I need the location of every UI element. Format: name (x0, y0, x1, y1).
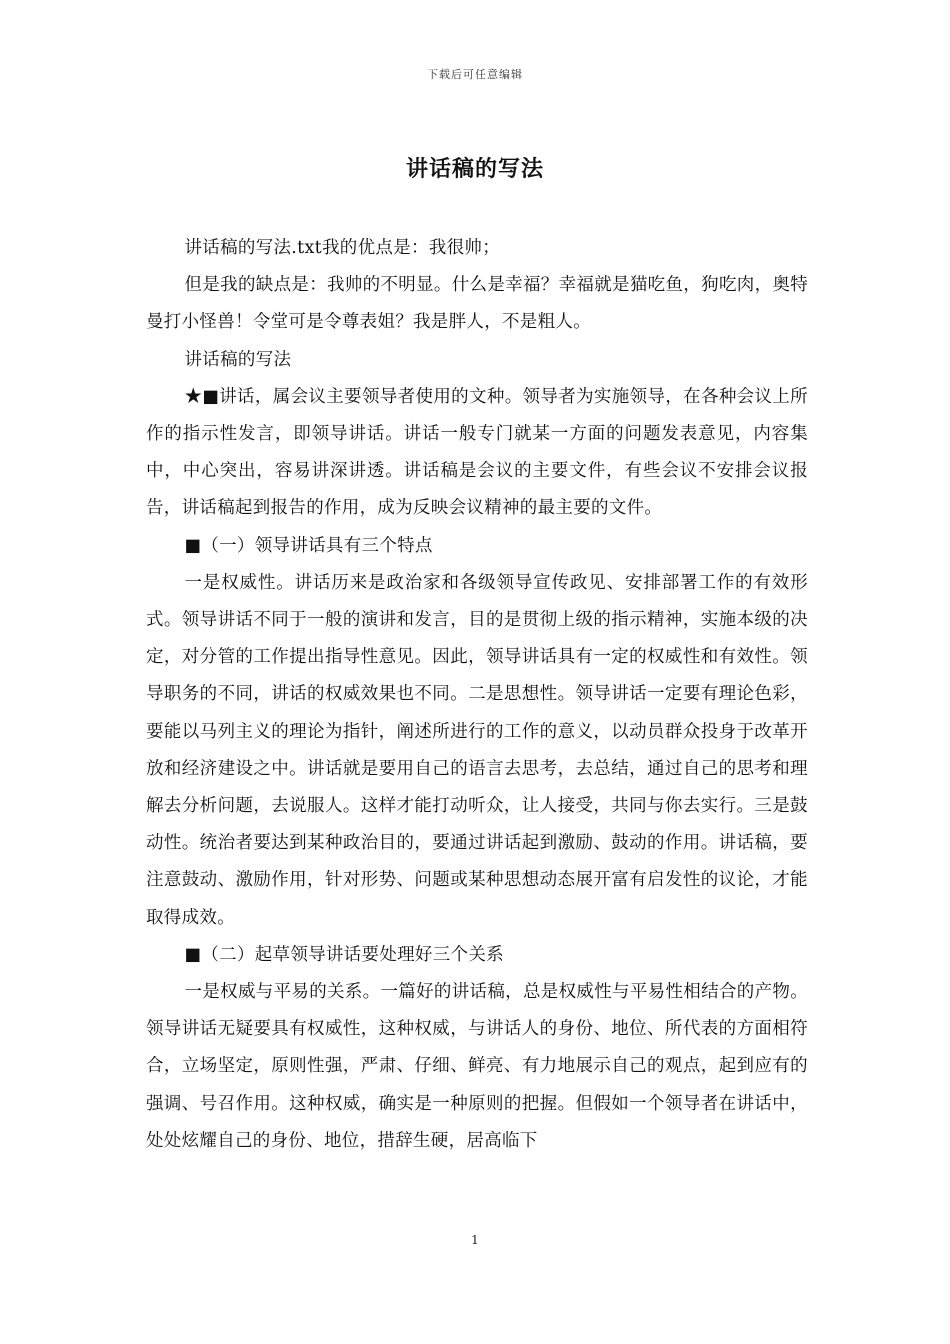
document-body (146, 230, 808, 1160)
page-number: 1 (471, 1233, 479, 1247)
section-heading-relations: ■（二）起草领导讲话要处理好三个关系 (184, 944, 504, 965)
document-title: 讲话稿的写法 (405, 156, 544, 182)
paragraph-intro: 讲话稿的写法.txt我的优点是：我很帅； (184, 238, 500, 258)
paragraph-definition: ★■讲话，属会议主要领导者使用的文种。领导者为实施领导，在各种会议上所作的指示性发言，即领导讲话。讲话一般专门就某一方面的问题发表意见，内容集中，中心突出，容易讲深讲透。讲话稿是会议的主要文件，有些会议不安排会议报告，讲话稿起到报告的作用，成为反映会议精神的最主要的文件。 (146, 386, 808, 519)
section-heading-features: ■（一）领导讲话具有三个特点 (184, 535, 433, 556)
paragraph-subtitle: 讲话稿的写法 (184, 349, 292, 370)
paragraph-relations: 一是权威与平易的关系。一篇好的讲话稿，总是权威性与平易性相结合的产物。领导讲话无疑要具有权威性，这种权威，与讲话人的身份、地位、所代表的方面相符合，立场坚定，原则性强，严肃、仔细、鲜亮、有力地展示自己的观点，起到应有的强调、号召作用。这种权威，确实是一种原则的把握。但假如一个领导者在讲话中，处处炫耀自己的身份、地位，措辞生硬，居高临下 (146, 982, 808, 1151)
paragraph-features: 一是权威性。讲话历来是政治家和各级领导宣传政见、安排部署工作的有效形式。领导讲话不同于一般的演讲和发言，目的是贯彻上级的指示精神，实施本级的决定，对分管的工作提出指导性意见。因此，领导讲话具有一定的权威性和有效性。领导职务的不同，讲话的权威效果也不同。二是思想性。领导讲话一定要有理论色彩，要能以马列主义的理论为指针，阐述所进行的工作的意义，以动员群众投身于改革开放和经济建设之中。讲话就是要用自己的语言去思考，去总结，通过自己的思考和理解去分析问题，去说服人。这样才能打动听众，让人接受，共同与你去实行。三是鼓动性。统治者要达到某种政治目的，要通过讲话起到激励、鼓动的作用。讲话稿，要注意鼓动、激励作用，针对形势、问题或某种思想动态展开富有启发性的议论，才能取得成效。 (146, 572, 808, 928)
paragraph-joke: 但是我的缺点是：我帅的不明显。什么是幸福？幸福就是猫吃鱼，狗吃肉，奥特曼打小怪兽！令堂可是令尊表姐？我是胖人，不是粗人。 (146, 275, 808, 333)
page-header: 下载后可任意编辑 (427, 68, 523, 81)
